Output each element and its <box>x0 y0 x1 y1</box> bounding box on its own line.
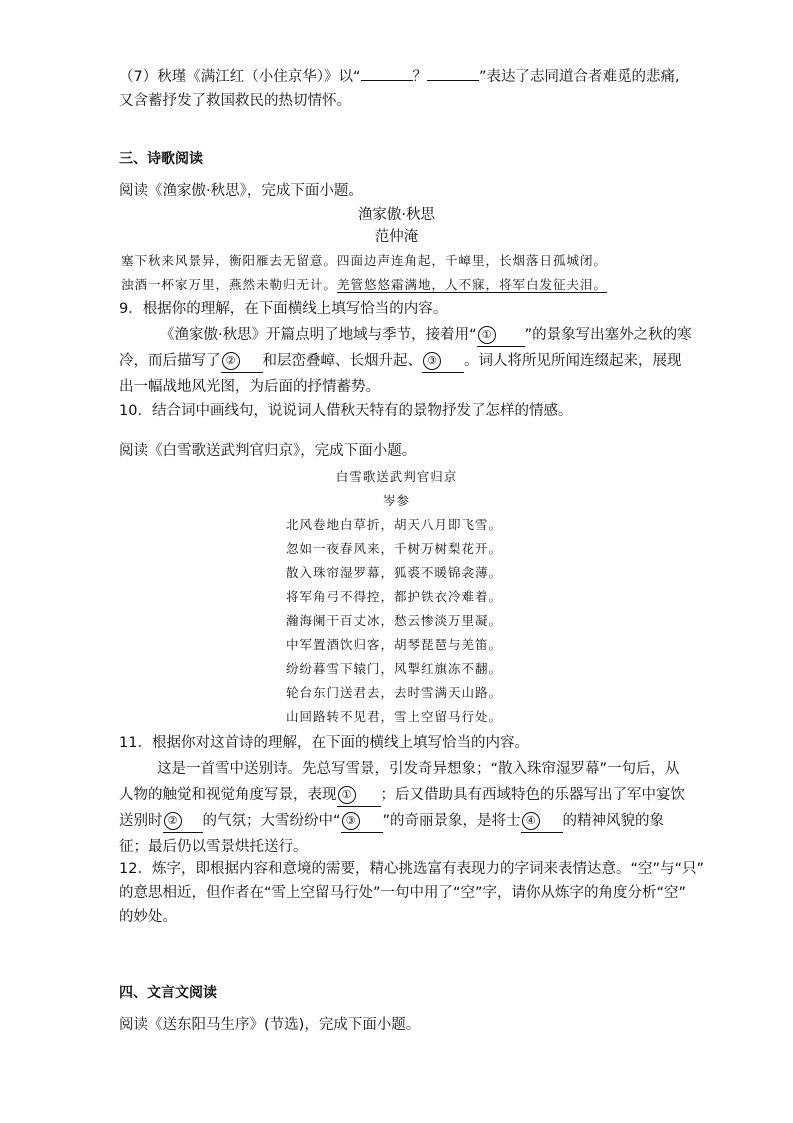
poem1-underlined-line: 羌管悠悠霜满地，人不寐，将军白发征夫泪。 <box>337 277 608 292</box>
answer-blank-2[interactable] <box>221 350 263 373</box>
q11-text: 送别时 <box>119 813 163 829</box>
section-title-classical: 四、文言文阅读 <box>119 985 217 1001</box>
poem2-line: 北风卷地白草折，胡天八月即飞雪。 <box>286 517 503 532</box>
q12-line-1: 12．炼字，即根据内容和意境的需要，精心挑选富有表现力的字词来表情达意。“空”与“只” <box>119 861 704 877</box>
q9-paragraph-1 <box>160 324 692 347</box>
circled-number: ③ <box>342 812 360 830</box>
poem2-line: 山回路转不见君，雪上空留马行处。 <box>286 709 503 724</box>
circled-number: ③ <box>423 352 441 370</box>
q9-text: 《渔家傲·秋思》开篇点明了地域与季节，接着用“ <box>160 327 477 343</box>
poem2-line: 轮台东门送君去，去时雪满天山路。 <box>286 685 503 700</box>
answer-blank-4[interactable] <box>521 810 563 833</box>
answer-blank-3[interactable] <box>341 810 383 833</box>
answer-blank[interactable] <box>427 64 479 81</box>
answer-blank-2[interactable] <box>163 810 203 833</box>
q9-text: 和层峦叠嶂、长烟升起、 <box>262 353 422 369</box>
q9-paragraph-2 <box>119 350 682 373</box>
poem1-line-1: 塞下秋来风景异，衡阳雁去无留意。四面边声连角起，千嶂里，长烟落日孤城闭。 <box>121 253 608 268</box>
q11-text: 的精神风貌的象 <box>562 813 665 829</box>
q11-paragraph-2 <box>119 784 685 807</box>
q11-paragraph-1: 这是一首雪中送别诗。先总写雪景，引发奇异想象；“散入珠帘湿罗幕”一句后，从 <box>157 761 680 777</box>
q12-line-3: 的妙处。 <box>119 909 177 925</box>
poem1-author: 范仲淹 <box>374 229 419 245</box>
poem2-title: 白雪歌送武判官归京 <box>335 469 458 484</box>
q11-text: ；后又借助具有西域特色的乐器写出了军中宴饮 <box>380 787 685 803</box>
q12-line-2: 的意思相近，但作者在“雪上空留马行处”一句中用了“空”字，请你从炼字的角度分析“空” <box>119 885 687 901</box>
section-title-poetry: 三、诗歌阅读 <box>119 151 203 167</box>
reading-intro-3: 阅读《送东阳马生序》(节选)，完成下面小题。 <box>119 1017 421 1033</box>
q7-text-mid: ？ <box>412 69 427 85</box>
circled-number: ① <box>338 786 356 804</box>
poem1-title: 渔家傲·秋思 <box>357 207 436 223</box>
circled-number: ② <box>222 352 240 370</box>
q11-text: 的气氛；大雪纷纷中“ <box>202 813 341 829</box>
poem2-line: 瀚海阑干百丈冰，愁云惨淡万里凝。 <box>286 613 503 628</box>
poem2-author: 岑参 <box>382 493 410 508</box>
q11-text: ”的奇丽景象，是将士 <box>382 813 521 829</box>
q9-paragraph-3: 出一幅战地风光图，为后面的抒情蓄势。 <box>119 379 380 395</box>
poem2-line: 忽如一夜春风来，千树万树梨花开。 <box>286 541 503 556</box>
q11-title: 11．根据你对这首诗的理解，在下面的横线上填写恰当的内容。 <box>119 735 529 751</box>
answer-blank-1[interactable] <box>477 324 525 347</box>
q9-text: 。词人将所见所闻连缀起来，展现 <box>464 353 682 369</box>
poem2-line: 纷纷暮雪下辕门，风掣红旗冻不翻。 <box>286 661 503 676</box>
circled-number: ② <box>164 812 182 830</box>
q11-paragraph-3 <box>119 810 664 833</box>
answer-blank-3[interactable] <box>422 350 464 373</box>
q10-question: 10．结合词中画线句，说说词人借秋天特有的景物抒发了怎样的情感。 <box>119 403 573 419</box>
q7-text-a: （7）秋瑾《满江红（小住京华）》以“ <box>119 69 361 85</box>
q7-text-b: ”表达了志同道合者难觅的悲痛, <box>479 69 680 85</box>
poem2-line: 中军置酒饮归客，胡琴琵琶与羌笛。 <box>286 637 503 652</box>
poem1-line-2 <box>121 274 607 296</box>
reading-intro-2: 阅读《白雪歌送武判官归京》，完成下面小题。 <box>119 443 417 459</box>
poem1-line-2-plain: 浊酒一杯家万里，燕然未勒归无计。 <box>121 277 338 292</box>
poem2-line: 散入珠帘湿罗幕，狐裘不暖锦衾薄。 <box>286 565 503 580</box>
answer-blank[interactable] <box>361 64 413 81</box>
q11-paragraph-4: 征；最后仍以雪景烘托送行。 <box>119 839 308 855</box>
q7-line-1 <box>119 64 680 88</box>
q9-title: 9．根据你的理解，在下面横线上填写恰当的内容。 <box>119 301 448 317</box>
circled-number: ① <box>478 326 496 344</box>
poem2-line: 将军角弓不得控，都护铁衣冷难着。 <box>286 589 503 604</box>
answer-blank-1[interactable] <box>337 784 381 807</box>
q7-line-2: 又含蓄抒发了救国救民的热切情怀。 <box>119 93 351 109</box>
q11-text: 人物的触觉和视觉角度写景，表现 <box>119 787 337 803</box>
circled-number: ④ <box>522 812 540 830</box>
q9-text: 冷，而后描写了 <box>119 353 221 369</box>
reading-intro-1: 阅读《渔家傲·秋思》，完成下面小题。 <box>119 183 363 199</box>
q9-text: ”的景象写出塞外之秋的寒 <box>524 327 692 343</box>
